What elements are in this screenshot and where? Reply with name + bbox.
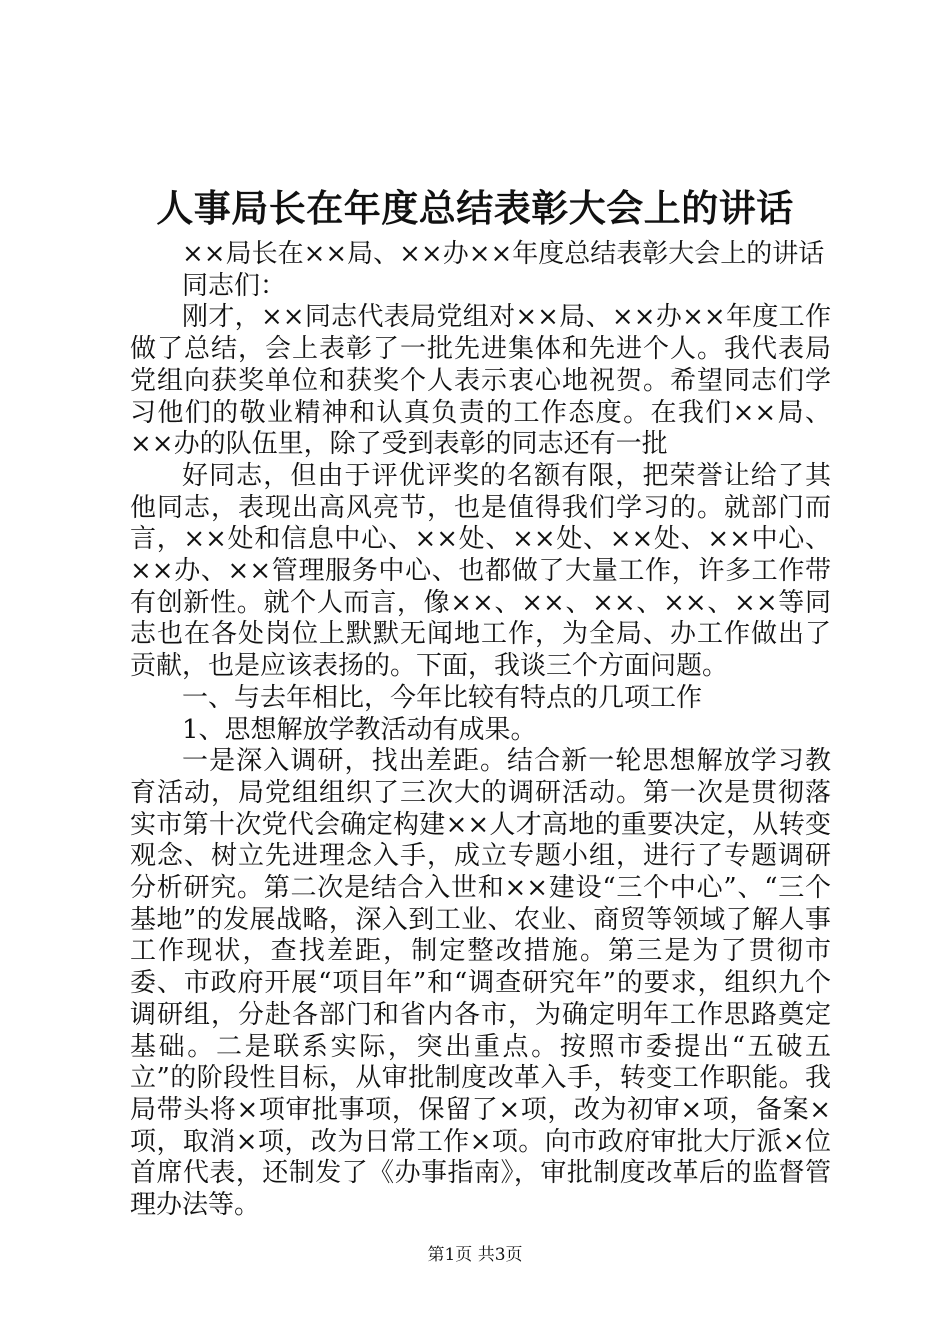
subsection-heading: 1、思想解放学教活动有成果。 — [182, 714, 537, 745]
paragraph-salutation: 同志们： — [182, 270, 287, 301]
page-footer: 第1页 共3页 — [427, 1245, 523, 1265]
document-title: 人事局长在年度总结表彰大会上的讲话 — [156, 187, 794, 230]
paragraph-commendation: 好同志，但由于评优评奖的名额有限，把荣誉让给了其他同志，表现出高风亮节，也是值得我们学习的。就部门而言，××处和信息中心、××处、××处、××处、××中心、××办、××管理服务中心、也都做了大量工作，许多工作带有创新性。就个人而言，像××、××、××、××、××等同志也在各处岗位上默默无闻地工作，为全局、办工作做出了贡献，也是应该表扬的。下面，我谈三个方面问题。 — [130, 460, 831, 682]
paragraph-opening: 刚才，××同志代表局党组对××局、××办××年度工作做了总结，会上表彰了一批先进集体和先进个人。我代表局党组向获奖单位和获奖个人表示衷心地祝贺。希望同志们学习他们的敬业精神和认真负责的工作态度。在我们××局、××办的队伍里，除了受到表彰的同志还有一批 — [130, 302, 831, 460]
paragraph-research: 一是深入调研，找出差距。结合新一轮思想解放学习教育活动，局党组组织了三次大的调研活动。第一次是贯彻落实市第十次党代会确定构建××人才高地的重要决定，从转变观念、树立先进理念入手，成立专题小组，进行了专题调研分析研究。第二次是结合入世和××建设“三个中心”、“三个基地”的发展战略，深入到工业、农业、商贸等领域了解人事工作现状，查找差距，制定整改措施。第三是为了贯彻市委、市政府开展“项目年”和“调查研究年”的要求，组织九个调研组，分赴各部门和省内各市，为确定明年工作思路奠定基础。二是联系实际，突出重点。按照市委提出“五破五立”的阶段性目标，从审批制度改革入手，转变工作职能。我局带头将×项审批事项，保留了×项，改为初审×项，备案×项，取消×项，改为日常工作×项。向市政府审批大厅派×位首席代表，还制发了《办事指南》，审批制度改革后的监督管理办法等。 — [130, 746, 831, 1221]
paragraph-subtitle: ××局长在××局、××办××年度总结表彰大会上的讲话 — [182, 239, 825, 269]
section-heading: 一、与去年相比，今年比较有特点的几项工作 — [182, 682, 703, 713]
document-body — [130, 239, 831, 1222]
